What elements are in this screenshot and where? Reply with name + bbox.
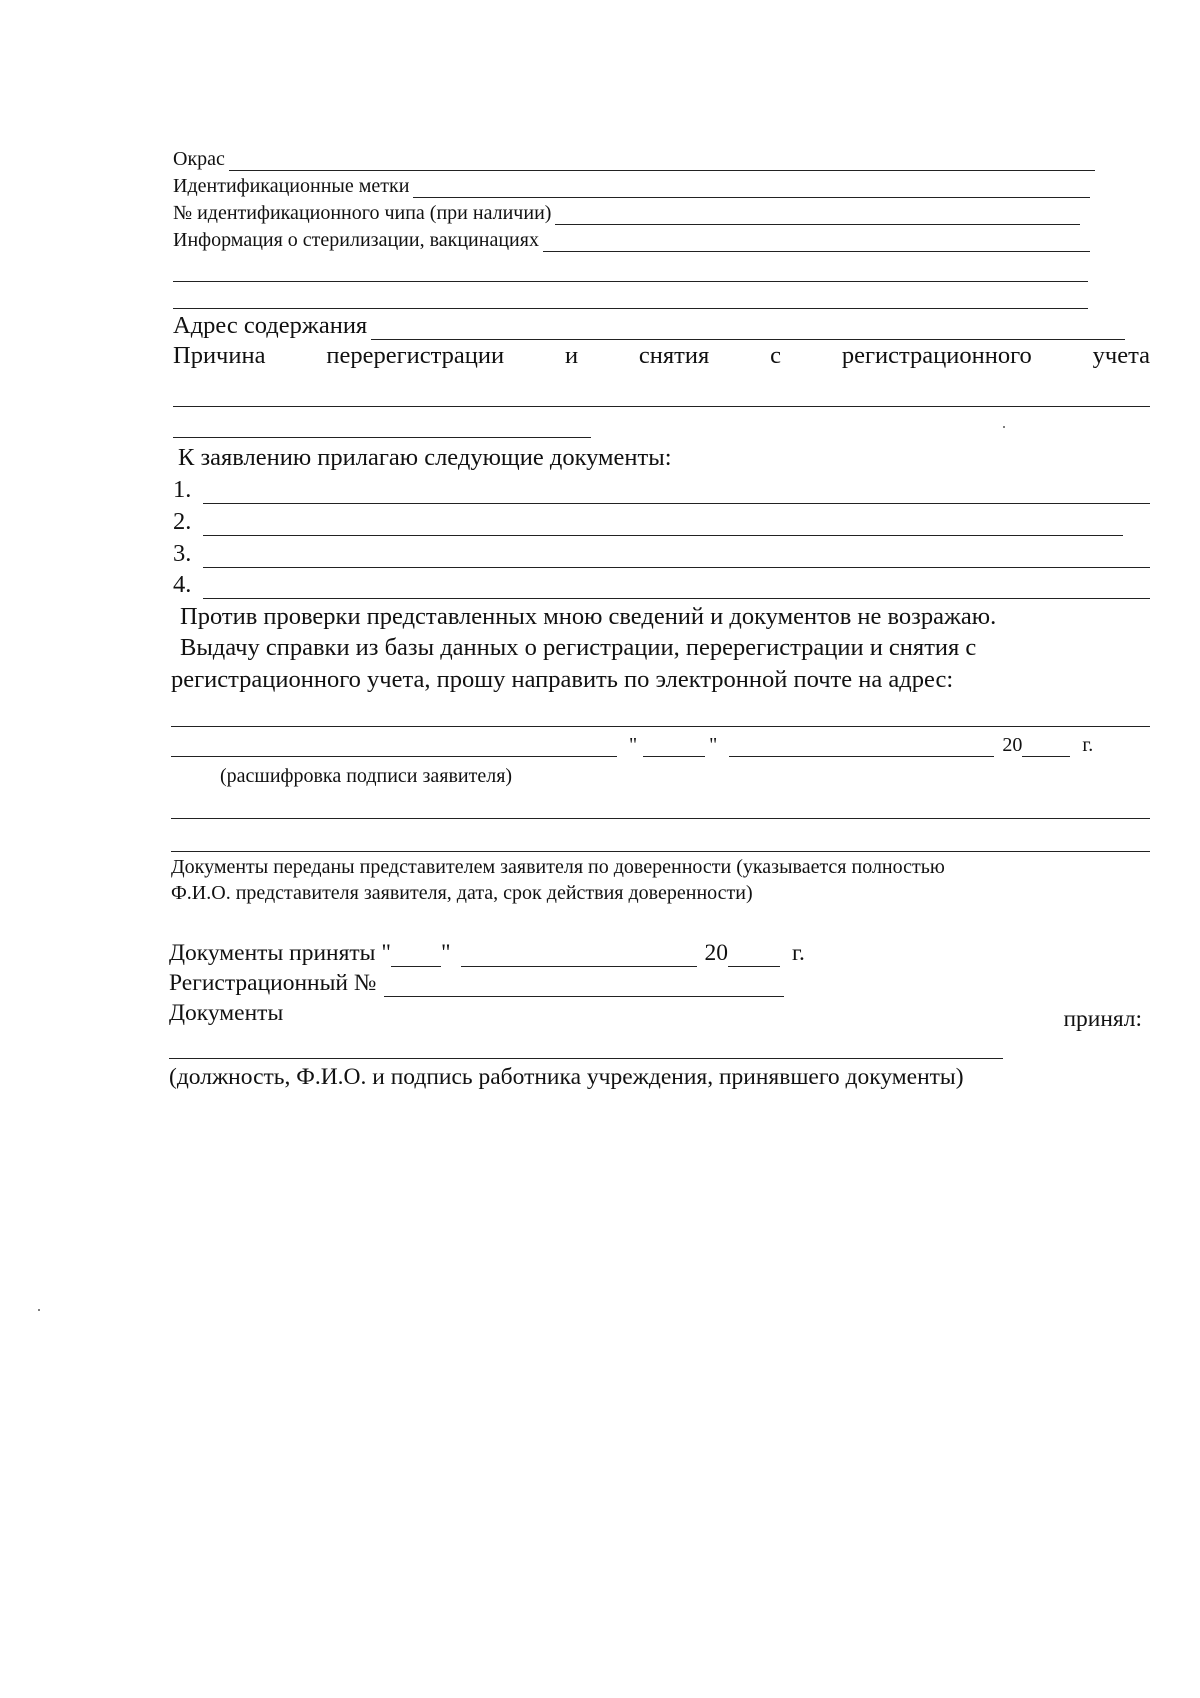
- document-item-2[interactable]: [173, 508, 1123, 536]
- sterilization-underline: [543, 232, 1090, 252]
- document-item-number: 1.: [173, 476, 192, 503]
- employee-signature-line[interactable]: [169, 1058, 1003, 1059]
- consent-line-1: [180, 603, 996, 631]
- scan-speck: [38, 1309, 40, 1311]
- document-item-number: 3.: [173, 540, 192, 567]
- scan-speck: [1003, 426, 1005, 428]
- documents-heading-text: К заявлению прилагаю следующие документы:: [178, 444, 672, 471]
- reason-word: регистрационного: [841, 342, 1032, 369]
- accepted-date-row: [169, 940, 805, 967]
- reason-line: [173, 342, 1150, 370]
- document-item-number: 4.: [173, 571, 192, 598]
- reason-line-2[interactable]: [173, 437, 591, 438]
- address-label: Адрес содержания: [173, 312, 368, 339]
- reason-word: перерегистрации: [326, 342, 505, 369]
- consent-line-2: [180, 634, 976, 662]
- accepted-label: Документы приняты ": [169, 940, 391, 966]
- chip-label: № идентификационного чипа (при наличии): [173, 202, 552, 224]
- representative-note-1: [171, 856, 945, 879]
- consent-line-3: [171, 666, 953, 694]
- document-item-underline: [203, 575, 1150, 599]
- representative-line-1[interactable]: [171, 818, 1150, 819]
- accepted-by-row: [169, 1000, 1142, 1033]
- chip-underline: [555, 205, 1080, 225]
- accepted-quote-close: ": [440, 940, 451, 966]
- document-item-1[interactable]: [173, 476, 1150, 504]
- color-label: Окрас: [173, 148, 225, 170]
- accepted-year-suffix: г.: [792, 940, 805, 966]
- sterilization-label: Информация о стерилизации, вакцинациях: [173, 229, 539, 251]
- employee-caption: [169, 1064, 964, 1091]
- representative-text: Ф.И.О. представителя заявителя, дата, срок действия доверенности): [171, 882, 753, 904]
- reason-word: Причина: [173, 342, 266, 369]
- color-underline: [229, 151, 1095, 171]
- documents-word: Документы: [169, 1000, 284, 1026]
- year-suffix: г.: [1082, 734, 1094, 756]
- month-underline[interactable]: [729, 737, 994, 757]
- consent-text: Против проверки представленных мною сведений и документов не возражаю.: [180, 603, 997, 630]
- document-item-3[interactable]: [173, 540, 1150, 568]
- marks-underline: [413, 178, 1090, 198]
- reason-line-1[interactable]: [173, 406, 1150, 407]
- document-item-underline: [203, 544, 1150, 568]
- representative-text: Документы переданы представителем заявителя по доверенности (указывается полностью: [171, 856, 945, 878]
- consent-text: регистрационного учета, прошу направить по электронной почте на адрес:: [171, 666, 954, 693]
- documents-heading: [178, 444, 672, 472]
- year-prefix: 20: [1002, 734, 1023, 756]
- registration-underline: [384, 974, 784, 997]
- signature-caption: [220, 765, 512, 788]
- reason-word: учета: [1092, 342, 1150, 369]
- year-underline[interactable]: [1022, 737, 1070, 757]
- day-underline[interactable]: [643, 737, 705, 757]
- reason-word: с: [770, 342, 781, 369]
- accepted-day-underline[interactable]: [391, 944, 441, 967]
- signature-underline[interactable]: [171, 737, 617, 757]
- email-line[interactable]: [171, 726, 1150, 727]
- sterilization-field[interactable]: [173, 229, 1090, 252]
- address-underline: [371, 316, 1125, 340]
- registration-number-row[interactable]: [169, 970, 784, 997]
- representative-note-2: [171, 882, 753, 905]
- marks-field[interactable]: [173, 175, 1090, 198]
- document-item-number: 2.: [173, 508, 192, 535]
- sterilization-extra-line-2[interactable]: [173, 308, 1088, 309]
- registration-label: Регистрационный №: [169, 970, 377, 996]
- accepted-year-prefix: 20: [704, 940, 729, 966]
- accepted-month-underline[interactable]: [461, 944, 697, 967]
- reason-word: и: [564, 342, 579, 369]
- document-item-4[interactable]: [173, 571, 1150, 599]
- accepted-year-underline[interactable]: [728, 944, 780, 967]
- signature-caption-text: (расшифровка подписи заявителя): [220, 765, 513, 787]
- marks-label: Идентификационные метки: [173, 175, 410, 197]
- accepted-word: принял:: [1063, 1006, 1142, 1032]
- color-field[interactable]: [173, 148, 1095, 171]
- chip-field[interactable]: [173, 202, 1080, 225]
- document-item-underline: [203, 480, 1150, 504]
- document-item-underline: [203, 512, 1123, 536]
- quote-open: ": [629, 734, 638, 756]
- quote-close: ": [709, 734, 718, 756]
- employee-caption-text: (должность, Ф.И.О. и подпись работника учреждения, принявшего документы): [169, 1064, 964, 1090]
- signature-date-row: [171, 734, 1111, 757]
- address-field[interactable]: [173, 312, 1125, 340]
- sterilization-extra-line-1[interactable]: [173, 281, 1088, 282]
- consent-text: Выдачу справки из базы данных о регистрации, перерегистрации и снятия с: [180, 634, 977, 661]
- representative-line-2[interactable]: [171, 851, 1150, 852]
- reason-word: снятия: [638, 342, 710, 369]
